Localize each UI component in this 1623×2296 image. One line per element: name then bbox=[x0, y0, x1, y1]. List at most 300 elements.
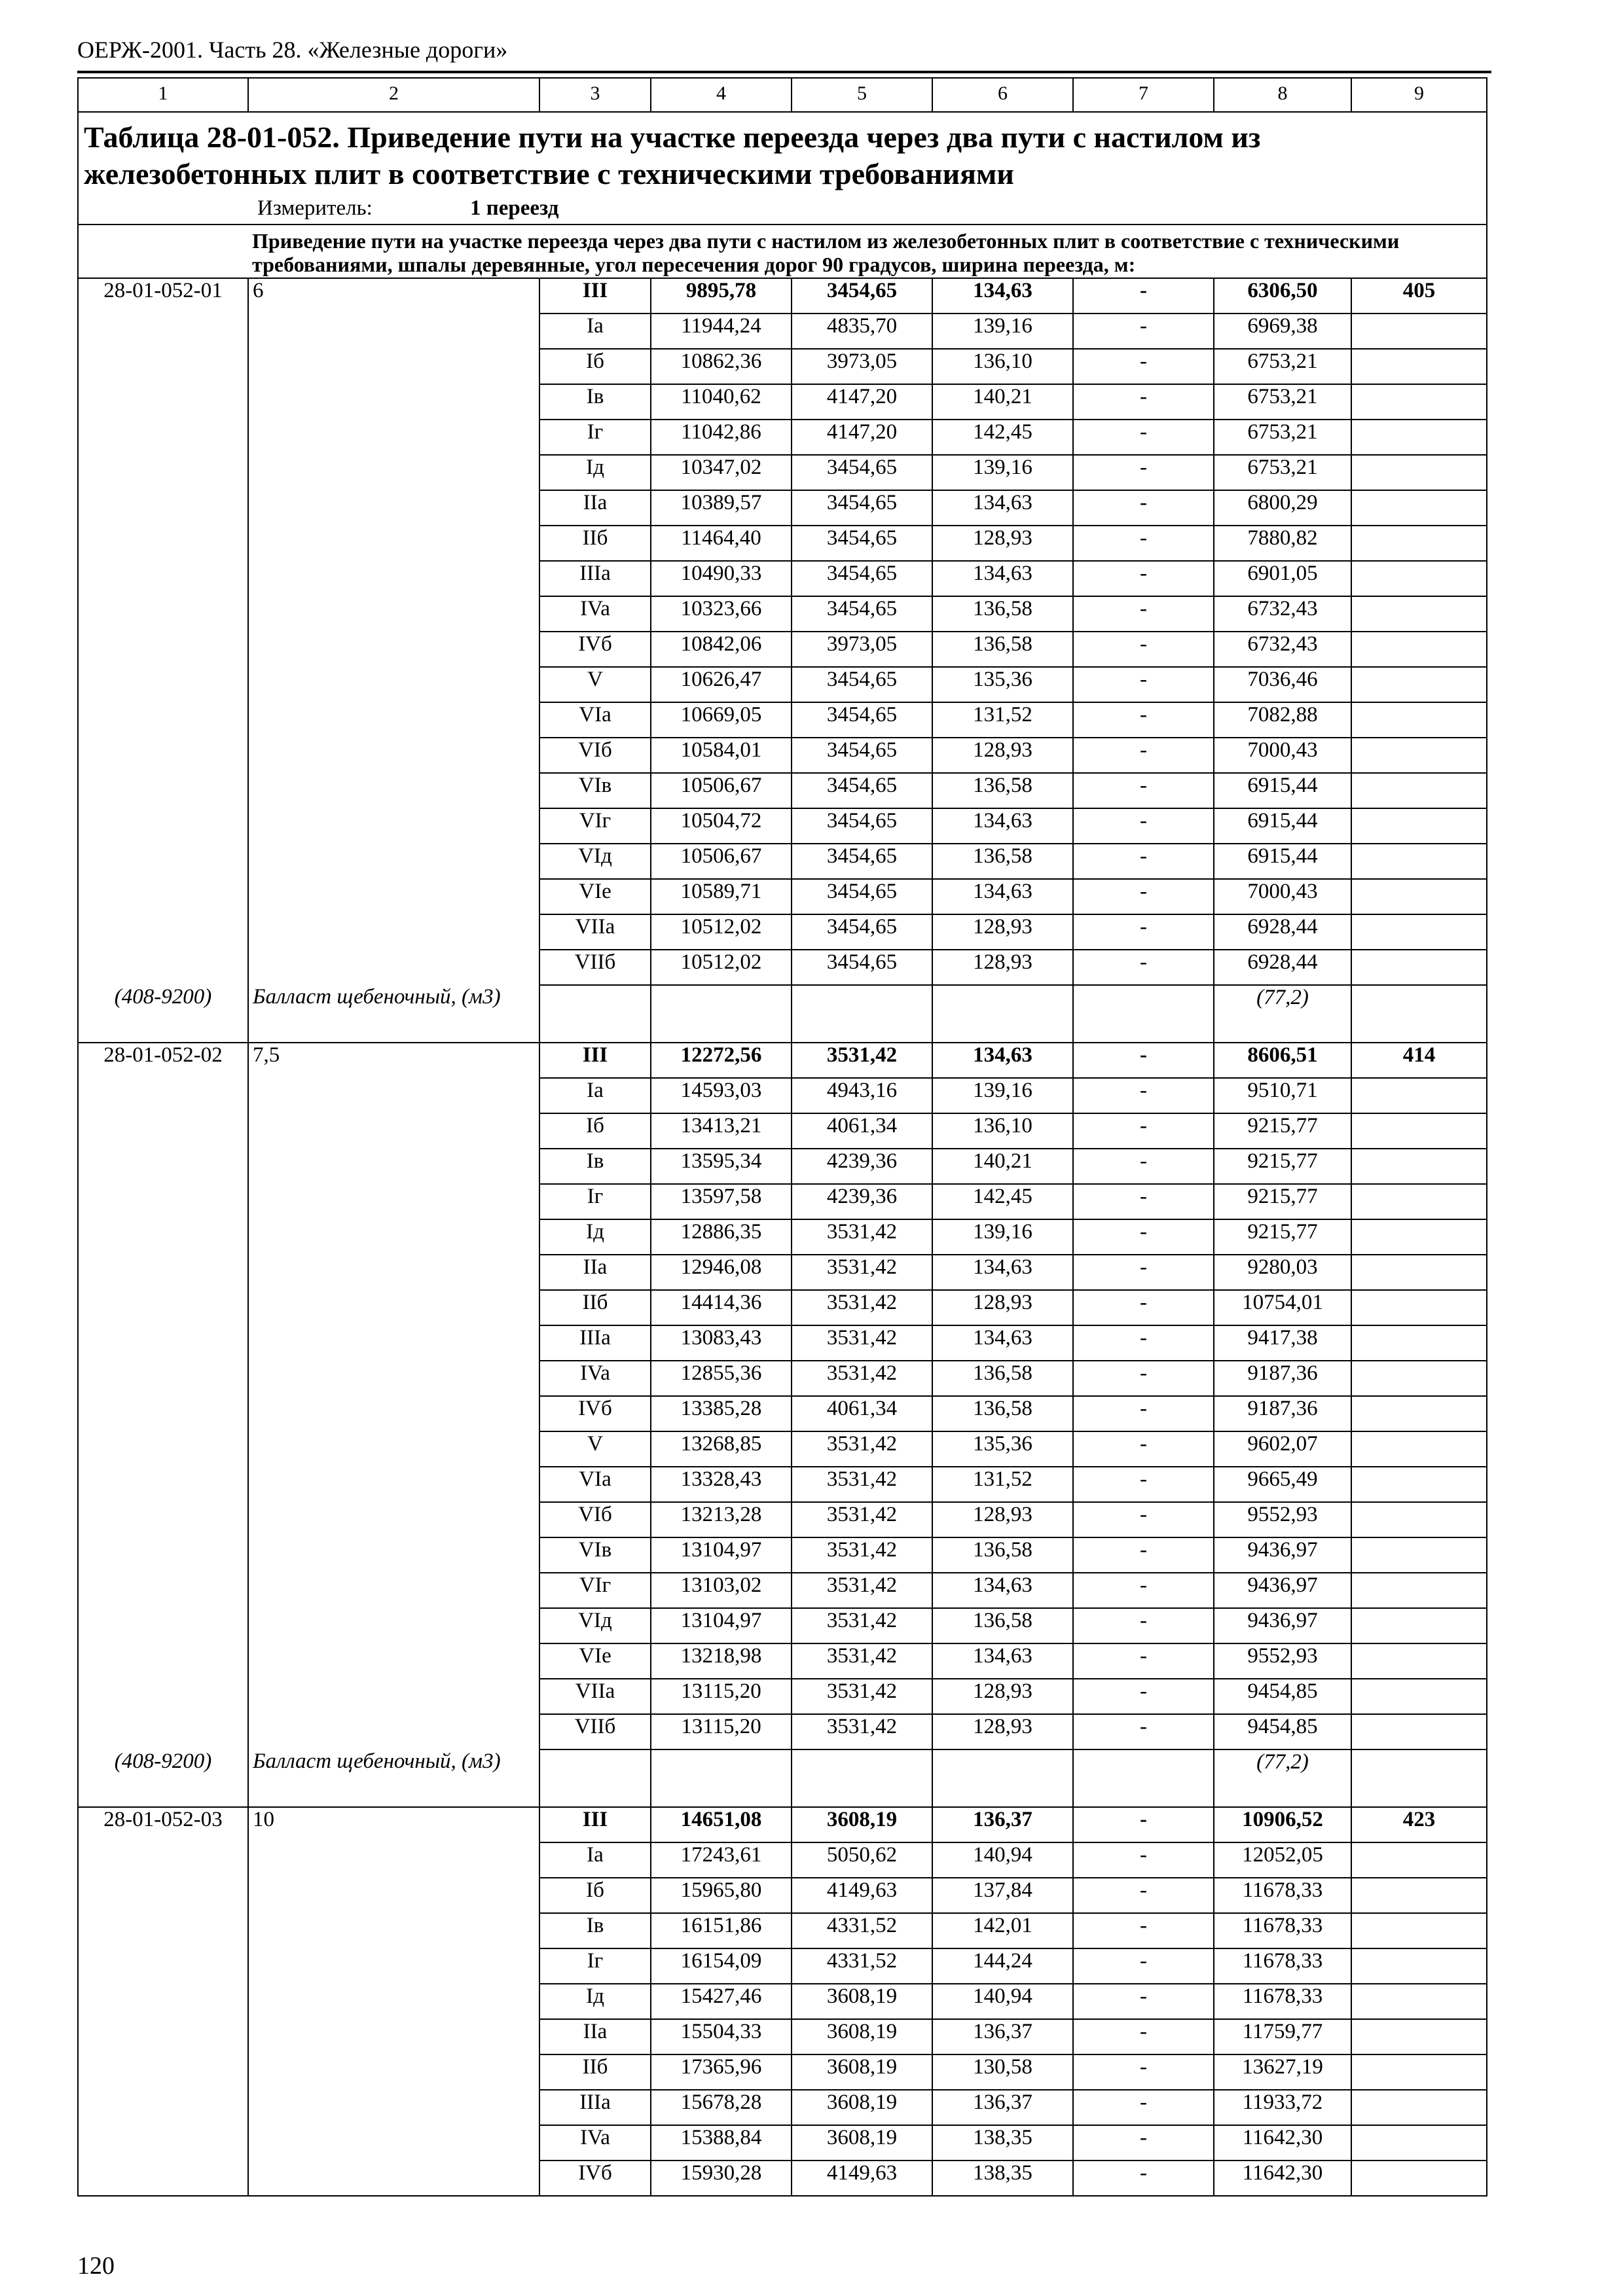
materials: 11642,30 bbox=[1214, 2161, 1351, 2196]
total-cost: 13413,21 bbox=[651, 1113, 792, 1149]
driver-wages: - bbox=[1073, 1714, 1214, 1749]
driver-wages: - bbox=[1073, 1043, 1214, 1078]
empty-cell bbox=[248, 2090, 539, 2125]
empty-cell bbox=[1351, 2125, 1487, 2161]
total-cost: 10842,06 bbox=[651, 632, 792, 667]
empty-cell bbox=[1351, 773, 1487, 808]
driver-wages: - bbox=[1073, 667, 1214, 702]
table-row bbox=[78, 1325, 1487, 1361]
empty-cell bbox=[932, 985, 1073, 1043]
total-cost: 13268,85 bbox=[651, 1431, 792, 1467]
ballast-name: Балласт щебеночный, (м3) bbox=[248, 1749, 539, 1807]
empty-cell bbox=[1351, 808, 1487, 844]
rate-code: 28-01-052-01 bbox=[78, 278, 248, 314]
materials: 9454,85 bbox=[1214, 1679, 1351, 1714]
wages: 3531,42 bbox=[792, 1043, 932, 1078]
total-cost: 10504,72 bbox=[651, 808, 792, 844]
empty-cell bbox=[78, 1537, 248, 1573]
empty-cell bbox=[1351, 561, 1487, 596]
total-cost: 13104,97 bbox=[651, 1537, 792, 1573]
total-cost: 13385,28 bbox=[651, 1396, 792, 1431]
empty-cell bbox=[78, 561, 248, 596]
empty-cell bbox=[1351, 1255, 1487, 1290]
region-code: Iг bbox=[539, 1184, 651, 1219]
total-cost: 15504,33 bbox=[651, 2019, 792, 2054]
wages: 4149,63 bbox=[792, 2161, 932, 2196]
materials: 6753,21 bbox=[1214, 349, 1351, 384]
empty-cell bbox=[248, 667, 539, 702]
region-code: VIe bbox=[539, 1643, 651, 1679]
materials: 9215,77 bbox=[1214, 1149, 1351, 1184]
col-number: 6 bbox=[932, 78, 1073, 112]
empty-cell bbox=[248, 773, 539, 808]
empty-cell bbox=[248, 1878, 539, 1913]
total-cost: 11944,24 bbox=[651, 314, 792, 349]
materials: 9187,36 bbox=[1214, 1361, 1351, 1396]
wages: 3531,42 bbox=[792, 1502, 932, 1537]
total-cost: 10323,66 bbox=[651, 596, 792, 632]
empty-cell bbox=[78, 1913, 248, 1948]
empty-cell bbox=[248, 1184, 539, 1219]
empty-cell bbox=[1351, 738, 1487, 773]
empty-cell bbox=[792, 1749, 932, 1807]
machines: 139,16 bbox=[932, 455, 1073, 490]
table-row bbox=[78, 526, 1487, 561]
empty-cell bbox=[1351, 844, 1487, 879]
materials: 7000,43 bbox=[1214, 879, 1351, 914]
wages: 4061,34 bbox=[792, 1396, 932, 1431]
wages: 4835,70 bbox=[792, 314, 932, 349]
machines: 136,58 bbox=[932, 1537, 1073, 1573]
empty-cell bbox=[78, 384, 248, 420]
labor-hours: 423 bbox=[1351, 1807, 1487, 1842]
total-cost: 12886,35 bbox=[651, 1219, 792, 1255]
empty-cell bbox=[248, 1078, 539, 1113]
empty-cell bbox=[78, 1643, 248, 1679]
wages: 3454,65 bbox=[792, 526, 932, 561]
empty-cell bbox=[1351, 914, 1487, 950]
region-code: VIд bbox=[539, 844, 651, 879]
region-code: V bbox=[539, 667, 651, 702]
empty-cell bbox=[248, 879, 539, 914]
empty-cell bbox=[78, 1842, 248, 1878]
region-code: Ia bbox=[539, 314, 651, 349]
title-cell bbox=[78, 112, 1487, 224]
crossing-width: 6 bbox=[248, 278, 539, 314]
ballast-row bbox=[78, 1749, 1487, 1807]
wages: 3608,19 bbox=[792, 2019, 932, 2054]
materials: 10906,52 bbox=[1214, 1807, 1351, 1842]
wages: 3531,42 bbox=[792, 1714, 932, 1749]
total-cost: 14651,08 bbox=[651, 1807, 792, 1842]
empty-cell bbox=[248, 1255, 539, 1290]
empty-cell bbox=[248, 384, 539, 420]
wages: 4149,63 bbox=[792, 1878, 932, 1913]
region-code: Iг bbox=[539, 1948, 651, 1984]
total-cost: 11040,62 bbox=[651, 384, 792, 420]
machines: 136,58 bbox=[932, 632, 1073, 667]
machines: 136,58 bbox=[932, 773, 1073, 808]
empty-cell bbox=[248, 1913, 539, 1948]
total-cost: 10669,05 bbox=[651, 702, 792, 738]
materials: 7000,43 bbox=[1214, 738, 1351, 773]
empty-cell bbox=[1351, 950, 1487, 985]
materials: 6753,21 bbox=[1214, 420, 1351, 455]
empty-cell bbox=[1351, 1679, 1487, 1714]
driver-wages: - bbox=[1073, 349, 1214, 384]
machines: 140,21 bbox=[932, 384, 1073, 420]
region-code: Iб bbox=[539, 1113, 651, 1149]
table-row bbox=[78, 1679, 1487, 1714]
region-code: IIIa bbox=[539, 2090, 651, 2125]
region-code: Iб bbox=[539, 349, 651, 384]
driver-wages: - bbox=[1073, 808, 1214, 844]
driver-wages: - bbox=[1073, 702, 1214, 738]
empty-cell bbox=[248, 1113, 539, 1149]
driver-wages: - bbox=[1073, 1948, 1214, 1984]
empty-cell bbox=[78, 1878, 248, 1913]
region-code: IIa bbox=[539, 1255, 651, 1290]
empty-cell bbox=[1351, 596, 1487, 632]
driver-wages: - bbox=[1073, 1431, 1214, 1467]
empty-cell bbox=[248, 455, 539, 490]
empty-cell bbox=[1351, 2090, 1487, 2125]
total-cost: 13115,20 bbox=[651, 1714, 792, 1749]
wages: 3608,19 bbox=[792, 1807, 932, 1842]
table-row bbox=[78, 1184, 1487, 1219]
materials: 6915,44 bbox=[1214, 844, 1351, 879]
region-code: IIб bbox=[539, 1290, 651, 1325]
empty-cell bbox=[78, 1396, 248, 1431]
empty-cell bbox=[78, 667, 248, 702]
region-code: Iв bbox=[539, 1149, 651, 1184]
table-row bbox=[78, 1608, 1487, 1643]
materials: 9215,77 bbox=[1214, 1219, 1351, 1255]
table-row bbox=[78, 1842, 1487, 1878]
table-row bbox=[78, 702, 1487, 738]
wages: 3454,65 bbox=[792, 808, 932, 844]
region-code: Ia bbox=[539, 1842, 651, 1878]
region-code: Iв bbox=[539, 384, 651, 420]
machines: 135,36 bbox=[932, 667, 1073, 702]
driver-wages: - bbox=[1073, 738, 1214, 773]
unit-label: Измеритель: bbox=[257, 196, 373, 220]
table-row bbox=[78, 1467, 1487, 1502]
materials: 9436,97 bbox=[1214, 1608, 1351, 1643]
total-cost: 16151,86 bbox=[651, 1913, 792, 1948]
materials: 11678,33 bbox=[1214, 1878, 1351, 1913]
machines: 128,93 bbox=[932, 1502, 1073, 1537]
materials: 11642,30 bbox=[1214, 2125, 1351, 2161]
empty-cell bbox=[248, 950, 539, 985]
col-number: 1 bbox=[78, 78, 248, 112]
wages: 3531,42 bbox=[792, 1573, 932, 1608]
table-row bbox=[78, 1290, 1487, 1325]
materials: 6753,21 bbox=[1214, 455, 1351, 490]
labor-hours: 405 bbox=[1351, 278, 1487, 314]
region-code: IVб bbox=[539, 2161, 651, 2196]
materials: 6753,21 bbox=[1214, 384, 1351, 420]
total-cost: 17365,96 bbox=[651, 2054, 792, 2090]
table-row bbox=[78, 1149, 1487, 1184]
empty-cell bbox=[1351, 1749, 1487, 1807]
table-row bbox=[78, 1219, 1487, 1255]
region-code: VIг bbox=[539, 808, 651, 844]
page-header: ОЕРЖ-2001. Часть 28. «Железные дороги» bbox=[77, 37, 508, 63]
empty-cell bbox=[78, 1948, 248, 1984]
wages: 3454,65 bbox=[792, 596, 932, 632]
driver-wages: - bbox=[1073, 596, 1214, 632]
machines: 128,93 bbox=[932, 1714, 1073, 1749]
total-cost: 10389,57 bbox=[651, 490, 792, 526]
table-row bbox=[78, 349, 1487, 384]
empty-cell bbox=[248, 314, 539, 349]
materials: 11678,33 bbox=[1214, 1984, 1351, 2019]
total-cost: 11464,40 bbox=[651, 526, 792, 561]
table-row bbox=[78, 1078, 1487, 1113]
rate-code: 28-01-052-03 bbox=[78, 1807, 248, 1842]
materials: 9215,77 bbox=[1214, 1113, 1351, 1149]
empty-cell bbox=[78, 1502, 248, 1537]
empty-cell bbox=[1351, 1431, 1487, 1467]
empty-cell bbox=[1073, 985, 1214, 1043]
empty-cell bbox=[1351, 1219, 1487, 1255]
empty-cell bbox=[248, 702, 539, 738]
empty-cell bbox=[78, 702, 248, 738]
driver-wages: - bbox=[1073, 879, 1214, 914]
empty-cell bbox=[78, 738, 248, 773]
table-row bbox=[78, 384, 1487, 420]
driver-wages: - bbox=[1073, 1878, 1214, 1913]
region-code: VIв bbox=[539, 773, 651, 808]
machines: 136,58 bbox=[932, 1608, 1073, 1643]
empty-cell bbox=[248, 490, 539, 526]
machines: 134,63 bbox=[932, 1255, 1073, 1290]
materials: 9510,71 bbox=[1214, 1078, 1351, 1113]
empty-cell bbox=[1351, 1290, 1487, 1325]
materials: 9602,07 bbox=[1214, 1431, 1351, 1467]
empty-cell bbox=[248, 1361, 539, 1396]
empty-cell bbox=[1351, 1078, 1487, 1113]
empty-cell bbox=[1351, 1325, 1487, 1361]
empty-cell bbox=[248, 914, 539, 950]
empty-cell bbox=[248, 2161, 539, 2196]
region-code: Iв bbox=[539, 1913, 651, 1948]
wages: 4331,52 bbox=[792, 1948, 932, 1984]
driver-wages: - bbox=[1073, 632, 1214, 667]
region-code: Iд bbox=[539, 455, 651, 490]
table-row bbox=[78, 808, 1487, 844]
empty-cell bbox=[78, 632, 248, 667]
total-cost: 10584,01 bbox=[651, 738, 792, 773]
materials: 9454,85 bbox=[1214, 1714, 1351, 1749]
empty-cell bbox=[78, 1573, 248, 1608]
machines: 137,84 bbox=[932, 1878, 1073, 1913]
machines: 131,52 bbox=[932, 1467, 1073, 1502]
ballast-row bbox=[78, 985, 1487, 1043]
empty-cell bbox=[78, 420, 248, 455]
total-cost: 10506,67 bbox=[651, 844, 792, 879]
machines: 136,58 bbox=[932, 1396, 1073, 1431]
table-row bbox=[78, 1113, 1487, 1149]
empty-cell bbox=[78, 526, 248, 561]
wages: 3454,65 bbox=[792, 738, 932, 773]
driver-wages: - bbox=[1073, 2090, 1214, 2125]
driver-wages: - bbox=[1073, 1361, 1214, 1396]
machines: 128,93 bbox=[932, 738, 1073, 773]
driver-wages: - bbox=[1073, 950, 1214, 985]
col-number: 7 bbox=[1073, 78, 1214, 112]
driver-wages: - bbox=[1073, 1537, 1214, 1573]
machines: 134,63 bbox=[932, 1325, 1073, 1361]
ballast-code: (408-9200) bbox=[78, 985, 248, 1043]
region-code: Iг bbox=[539, 420, 651, 455]
unit-value: 1 переезд bbox=[470, 196, 559, 220]
total-cost: 13597,58 bbox=[651, 1184, 792, 1219]
empty-cell bbox=[1351, 349, 1487, 384]
table-row bbox=[78, 1573, 1487, 1608]
wages: 3531,42 bbox=[792, 1219, 932, 1255]
region-code: III bbox=[539, 278, 651, 314]
empty-cell bbox=[78, 1078, 248, 1113]
driver-wages: - bbox=[1073, 2161, 1214, 2196]
table-row bbox=[78, 596, 1487, 632]
region-code: VIa bbox=[539, 1467, 651, 1502]
machines: 128,93 bbox=[932, 1290, 1073, 1325]
wages: 3454,65 bbox=[792, 702, 932, 738]
total-cost: 14414,36 bbox=[651, 1290, 792, 1325]
total-cost: 13104,97 bbox=[651, 1608, 792, 1643]
materials: 6915,44 bbox=[1214, 808, 1351, 844]
machines: 134,63 bbox=[932, 278, 1073, 314]
driver-wages: - bbox=[1073, 420, 1214, 455]
total-cost: 10626,47 bbox=[651, 667, 792, 702]
empty-cell bbox=[78, 879, 248, 914]
empty-cell bbox=[248, 1573, 539, 1608]
driver-wages: - bbox=[1073, 561, 1214, 596]
region-code: VIa bbox=[539, 702, 651, 738]
region-code: III bbox=[539, 1043, 651, 1078]
region-code: III bbox=[539, 1807, 651, 1842]
machines: 134,63 bbox=[932, 1573, 1073, 1608]
empty-cell bbox=[78, 844, 248, 879]
materials: 11678,33 bbox=[1214, 1913, 1351, 1948]
empty-cell bbox=[78, 2090, 248, 2125]
region-code: V bbox=[539, 1431, 651, 1467]
materials: 7082,88 bbox=[1214, 702, 1351, 738]
machines: 134,63 bbox=[932, 490, 1073, 526]
total-cost: 10347,02 bbox=[651, 455, 792, 490]
driver-wages: - bbox=[1073, 1184, 1214, 1219]
wages: 5050,62 bbox=[792, 1842, 932, 1878]
empty-cell bbox=[78, 1467, 248, 1502]
region-code: IVб bbox=[539, 632, 651, 667]
empty-cell bbox=[1351, 490, 1487, 526]
empty-cell bbox=[1351, 632, 1487, 667]
region-code: IIб bbox=[539, 526, 651, 561]
machines: 134,63 bbox=[932, 1643, 1073, 1679]
materials: 13627,19 bbox=[1214, 2054, 1351, 2090]
wages: 3454,65 bbox=[792, 950, 932, 985]
materials: 6732,43 bbox=[1214, 632, 1351, 667]
col-number: 5 bbox=[792, 78, 932, 112]
empty-cell bbox=[651, 985, 792, 1043]
empty-cell bbox=[78, 1361, 248, 1396]
empty-cell bbox=[78, 1714, 248, 1749]
empty-cell bbox=[1351, 1913, 1487, 1948]
table-row bbox=[78, 632, 1487, 667]
materials: 9417,38 bbox=[1214, 1325, 1351, 1361]
driver-wages: - bbox=[1073, 1643, 1214, 1679]
wages: 4331,52 bbox=[792, 1913, 932, 1948]
col-number: 2 bbox=[248, 78, 539, 112]
table-row bbox=[78, 2161, 1487, 2196]
table-row bbox=[78, 773, 1487, 808]
empty-cell bbox=[1351, 1396, 1487, 1431]
empty-cell bbox=[248, 596, 539, 632]
empty-cell bbox=[248, 1679, 539, 1714]
total-cost: 10490,33 bbox=[651, 561, 792, 596]
region-code: VIб bbox=[539, 738, 651, 773]
table-row bbox=[78, 1502, 1487, 1537]
region-code: IIa bbox=[539, 490, 651, 526]
region-code: IVб bbox=[539, 1396, 651, 1431]
empty-cell bbox=[248, 1714, 539, 1749]
driver-wages: - bbox=[1073, 1113, 1214, 1149]
machines: 128,93 bbox=[932, 1679, 1073, 1714]
ballast-quantity: (77,2) bbox=[1214, 1749, 1351, 1807]
machines: 136,58 bbox=[932, 596, 1073, 632]
machines: 140,21 bbox=[932, 1149, 1073, 1184]
driver-wages: - bbox=[1073, 2054, 1214, 2090]
empty-cell bbox=[78, 1219, 248, 1255]
total-cost: 10862,36 bbox=[651, 349, 792, 384]
region-code: VIIб bbox=[539, 950, 651, 985]
table-row bbox=[78, 1396, 1487, 1431]
empty-cell bbox=[1351, 879, 1487, 914]
machines: 139,16 bbox=[932, 1219, 1073, 1255]
machines: 140,94 bbox=[932, 1842, 1073, 1878]
materials: 7036,46 bbox=[1214, 667, 1351, 702]
table-row bbox=[78, 1984, 1487, 2019]
materials: 6732,43 bbox=[1214, 596, 1351, 632]
empty-cell bbox=[1351, 420, 1487, 455]
total-cost: 17243,61 bbox=[651, 1842, 792, 1878]
empty-cell bbox=[248, 526, 539, 561]
col-number: 8 bbox=[1214, 78, 1351, 112]
machines: 138,35 bbox=[932, 2125, 1073, 2161]
empty-cell bbox=[1351, 1643, 1487, 1679]
driver-wages: - bbox=[1073, 1467, 1214, 1502]
table-row bbox=[78, 2125, 1487, 2161]
machines: 136,58 bbox=[932, 844, 1073, 879]
driver-wages: - bbox=[1073, 526, 1214, 561]
total-cost: 13213,28 bbox=[651, 1502, 792, 1537]
ballast-code: (408-9200) bbox=[78, 1749, 248, 1807]
table-row bbox=[78, 1807, 1487, 1842]
machines: 139,16 bbox=[932, 1078, 1073, 1113]
empty-cell bbox=[78, 596, 248, 632]
machines: 131,52 bbox=[932, 702, 1073, 738]
empty-cell bbox=[1351, 526, 1487, 561]
total-cost: 13115,20 bbox=[651, 1679, 792, 1714]
table-row bbox=[78, 1643, 1487, 1679]
region-code: VIIa bbox=[539, 914, 651, 950]
empty-cell bbox=[1351, 314, 1487, 349]
wages: 3454,65 bbox=[792, 773, 932, 808]
materials: 9215,77 bbox=[1214, 1184, 1351, 1219]
total-cost: 10512,02 bbox=[651, 914, 792, 950]
